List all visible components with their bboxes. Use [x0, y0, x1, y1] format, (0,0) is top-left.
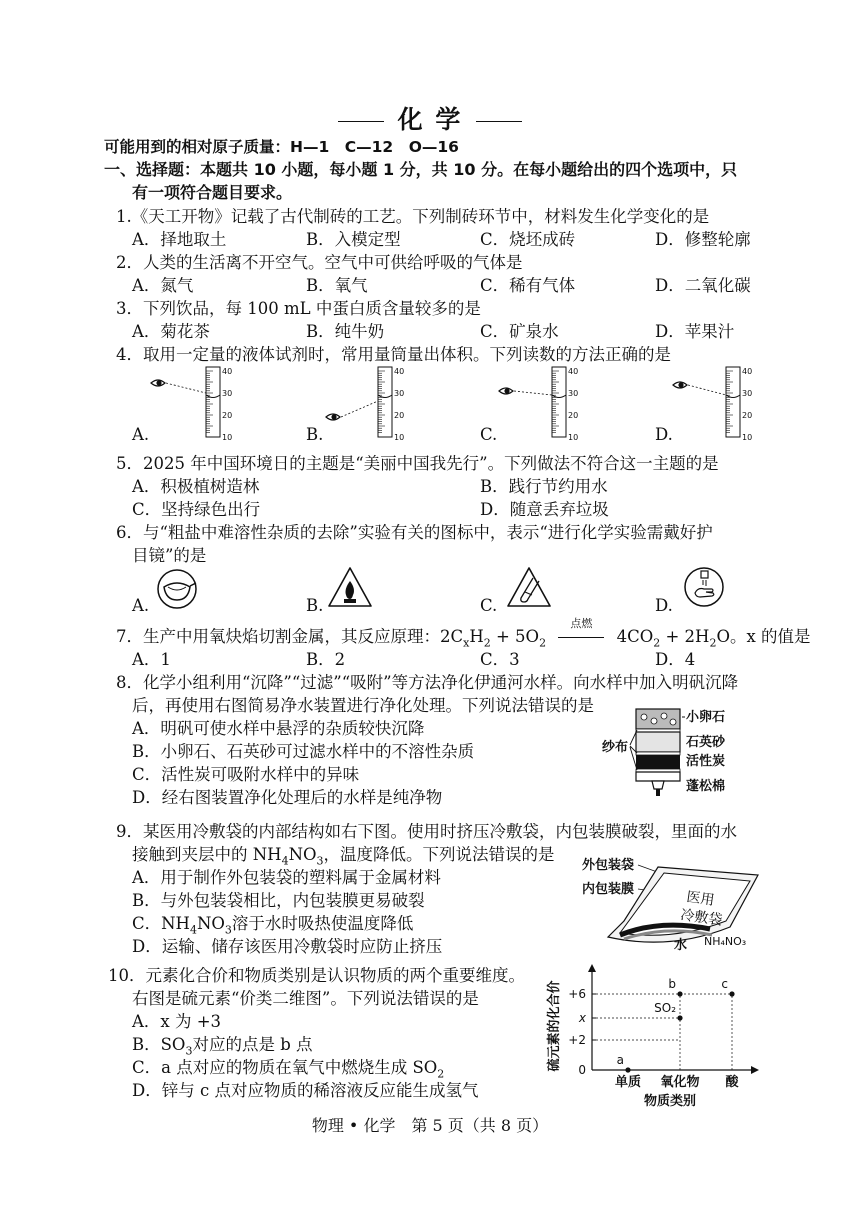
fire-hazard-icon [326, 565, 374, 609]
point-c [729, 991, 734, 996]
q1-option-c[interactable]: C．烧坯成砖 [480, 230, 576, 249]
q10-option-c[interactable]: C．a 点对应的物质在氧气中燃烧生成 $SO_2$ [132, 1058, 445, 1081]
q5-option-b[interactable]: B．践行节约用水 [480, 477, 608, 496]
cylinder-tick-label: 20 [742, 411, 753, 420]
graduated-cylinder-a [151, 367, 232, 442]
cylinder-tick-label: 40 [394, 367, 405, 376]
cold-pack-diagram [580, 855, 770, 955]
q1-stem: 1.《天工开物》记载了古代制砖的工艺。下列制砖环节中，材料发生化学变化的是 [116, 207, 710, 226]
q8-stem-2: 后，再使用右图简易净水装置进行净化处理。下列说法错误的是 [132, 696, 594, 715]
q6-stem-2: 目镜”的是 [132, 546, 207, 565]
q1-option-a[interactable]: A．择地取土 [132, 230, 227, 249]
q4-option-b[interactable]: B. [306, 425, 324, 444]
cylinder-tick-label: 20 [568, 411, 579, 420]
x-category-label: 氧化物 [660, 1075, 700, 1090]
q9-option-b[interactable]: B．与外包装袋相比，内包装膜更易破裂 [132, 891, 425, 910]
cylinder-tick-label: 20 [394, 411, 405, 420]
q9-stem-1: 9．某医用冷敷袋的内部结构如右下图。使用时挤压冷敷袋，内包装膜破裂，里面的水 [116, 822, 737, 841]
chart-xlabel: 物质类别 [643, 1094, 697, 1109]
page-title: 化 学 [0, 100, 860, 136]
q1-option-d[interactable]: D．修整轮廓 [655, 230, 751, 249]
graduated-cylinder-d [673, 367, 752, 442]
q10-stem-1: 10．元素化合价和物质类别是认识物质的两个重要维度。 [108, 966, 525, 985]
point-label: SO₂ [654, 1001, 676, 1015]
q10-option-a[interactable]: A．x 为 +3 [132, 1012, 222, 1031]
cylinder-tick-label: 20 [222, 411, 233, 420]
q7-option-b[interactable]: B．2 [306, 650, 346, 669]
q8-option-d[interactable]: D．经右图装置净化处理后的水样是纯净物 [132, 788, 443, 807]
q8-option-b[interactable]: B．小卵石、石英砂可过滤水样中的不溶性杂质 [132, 742, 475, 761]
hand-washing-icon [682, 565, 726, 609]
label-gauze: 纱布 [602, 740, 629, 755]
q5-option-c[interactable]: C．坚持绿色出行 [132, 500, 261, 519]
q3-stem: 3．下列饮品，每 100 mL 中蛋白质含量较多的是 [116, 299, 481, 318]
point-a [625, 1067, 630, 1072]
q4-option-c[interactable]: C. [480, 425, 498, 444]
q3-option-d[interactable]: D．苹果汁 [655, 322, 735, 341]
label-carbon: 活性炭 [686, 754, 726, 769]
label-sand: 石英砂 [686, 735, 726, 750]
q2-option-d[interactable]: D．二氧化碳 [655, 276, 751, 295]
cylinder-tick-label: 40 [568, 367, 579, 376]
test-tube-hazard-icon [505, 565, 553, 609]
cylinder-tick-label: 30 [222, 389, 233, 398]
graduated-cylinder-b [326, 367, 404, 442]
q3-option-a[interactable]: A．菊花茶 [132, 322, 210, 341]
cylinder-tick-label: 30 [394, 389, 405, 398]
q2-option-b[interactable]: B．氧气 [306, 276, 368, 295]
section-heading-1: 一、选择题：本题共 10 小题，每小题 1 分，共 10 分。在每小题给出的四个选项中，只 [104, 160, 738, 179]
cylinder-tick-label: 10 [742, 433, 753, 442]
atomic-masses: 可能用到的相对原子质量：H—1 C—12 O—16 [104, 138, 459, 156]
q6-stem-1: 6．与“粗盐中难溶性杂质的去除”实验有关的图标中，表示“进行化学实验需戴好护 [116, 523, 713, 542]
chart-ylabel: 硫元素的化合价 [547, 980, 562, 1072]
q5-option-a[interactable]: A．积极植树造林 [132, 477, 260, 496]
cylinder-tick-label: 10 [394, 433, 405, 442]
section-heading-2: 有一项符合题目要求。 [132, 183, 293, 202]
bag-text-1: 医用 [685, 889, 716, 909]
q8-option-c[interactable]: C．活性炭可吸附水样中的异味 [132, 765, 360, 784]
water-filter-diagram [600, 705, 770, 805]
q9-option-c[interactable]: C．$NH_4NO_3$溶于水时吸热使温度降低 [132, 914, 414, 937]
q6-option-b[interactable]: B. [306, 596, 324, 615]
x-category-label: 酸 [725, 1075, 739, 1090]
q7-option-d[interactable]: D．4 [655, 650, 696, 669]
q10-stem-2: 右图是硫元素“价类二维图”。下列说法错误的是 [132, 989, 479, 1008]
q10-option-b[interactable]: B．$SO_3$对应的点是 b 点 [132, 1035, 313, 1058]
label-pebble: 小卵石 [686, 710, 726, 725]
q3-option-c[interactable]: C．矿泉水 [480, 322, 559, 341]
point-label: b [668, 977, 676, 991]
q6-option-c[interactable]: C. [480, 596, 498, 615]
evaporating-dish-icon [155, 567, 199, 611]
q6-option-d[interactable]: D. [655, 596, 673, 615]
cylinder-tick-label: 10 [568, 433, 579, 442]
sulfur-valence-chart [540, 960, 770, 1110]
q10-option-d[interactable]: D．锌与 c 点对应物质的稀溶液反应能生成氢气 [132, 1081, 479, 1100]
q1-option-b[interactable]: B．入模定型 [306, 230, 401, 249]
q7-option-c[interactable]: C．3 [480, 650, 520, 669]
x-category-label: 单质 [614, 1075, 642, 1090]
label-water: 水 [674, 938, 688, 953]
graduated-cylinder-c [499, 367, 578, 442]
cylinder-tick-label: 40 [742, 367, 753, 376]
cylinder-tick-label: 40 [222, 367, 233, 376]
q2-option-a[interactable]: A．氮气 [132, 276, 194, 295]
point-label: a [616, 1053, 624, 1067]
q2-option-c[interactable]: C．稀有气体 [480, 276, 576, 295]
q8-option-a[interactable]: A．明矾可使水样中悬浮的杂质较快沉降 [132, 719, 425, 738]
cylinder-tick-label: 30 [568, 389, 579, 398]
q3-option-b[interactable]: B．纯牛奶 [306, 322, 385, 341]
q4-option-a[interactable]: A. [132, 425, 150, 444]
cylinder-tick-label: 30 [742, 389, 753, 398]
q8-stem-1: 8．化学小组利用“沉降”“过滤”“吸附”等方法净化伊通河水样。向水样中加入明矾沉降 [116, 673, 739, 692]
label-inner-film: 内包装膜 [582, 882, 635, 897]
point-label: c [721, 977, 728, 991]
q7-stem: 7．生产中用氧炔焰切割金属，其反应原理：$2C_xH_2 + 5O_2$ 点燃 $4CO_2 + 2H_2O$。x 的值是 [116, 617, 811, 650]
q4-option-d[interactable]: D. [655, 425, 673, 444]
q4-stem: 4．取用一定量的液体试剂时，常用量筒量出体积。下列读数的方法正确的是 [116, 345, 671, 364]
q5-option-d[interactable]: D．随意丢弃垃圾 [480, 500, 609, 519]
point-b [677, 991, 682, 996]
y-tick-label: x [578, 1011, 586, 1025]
q7-option-a[interactable]: A．1 [132, 650, 171, 669]
y-tick-label: 0 [578, 1063, 586, 1077]
y-tick-label: +2 [568, 1033, 586, 1047]
cylinder-tick-label: 10 [222, 433, 233, 442]
label-cotton: 蓬松棉 [686, 779, 726, 794]
q9-option-d[interactable]: D．运输、储存该医用冷敷袋时应防止挤压 [132, 937, 443, 956]
q2-stem: 2．人类的生活离不开空气。空气中可供给呼吸的气体是 [116, 253, 523, 272]
q6-option-a[interactable]: A. [132, 596, 150, 615]
q9-stem-2: 接触到夹层中的 $NH_4NO_3$，温度降低。下列说法错误的是 [132, 845, 555, 868]
label-outer-bag: 外包装袋 [582, 858, 635, 873]
q9-option-a[interactable]: A．用于制作外包装袋的塑料属于金属材料 [132, 868, 441, 887]
page-footer: 物理 • 化学 第 5 页（共 8 页） [311, 1116, 549, 1135]
point-SO₂ [677, 1015, 682, 1020]
y-tick-label: +6 [568, 987, 586, 1001]
q5-stem: 5．2025 年中国环境日的主题是“美丽中国我先行”。下列做法不符合这一主题的是 [116, 454, 719, 473]
bag-text-2: 冷敷袋 [679, 907, 724, 929]
label-salt: NH₄NO₃ [704, 935, 747, 948]
